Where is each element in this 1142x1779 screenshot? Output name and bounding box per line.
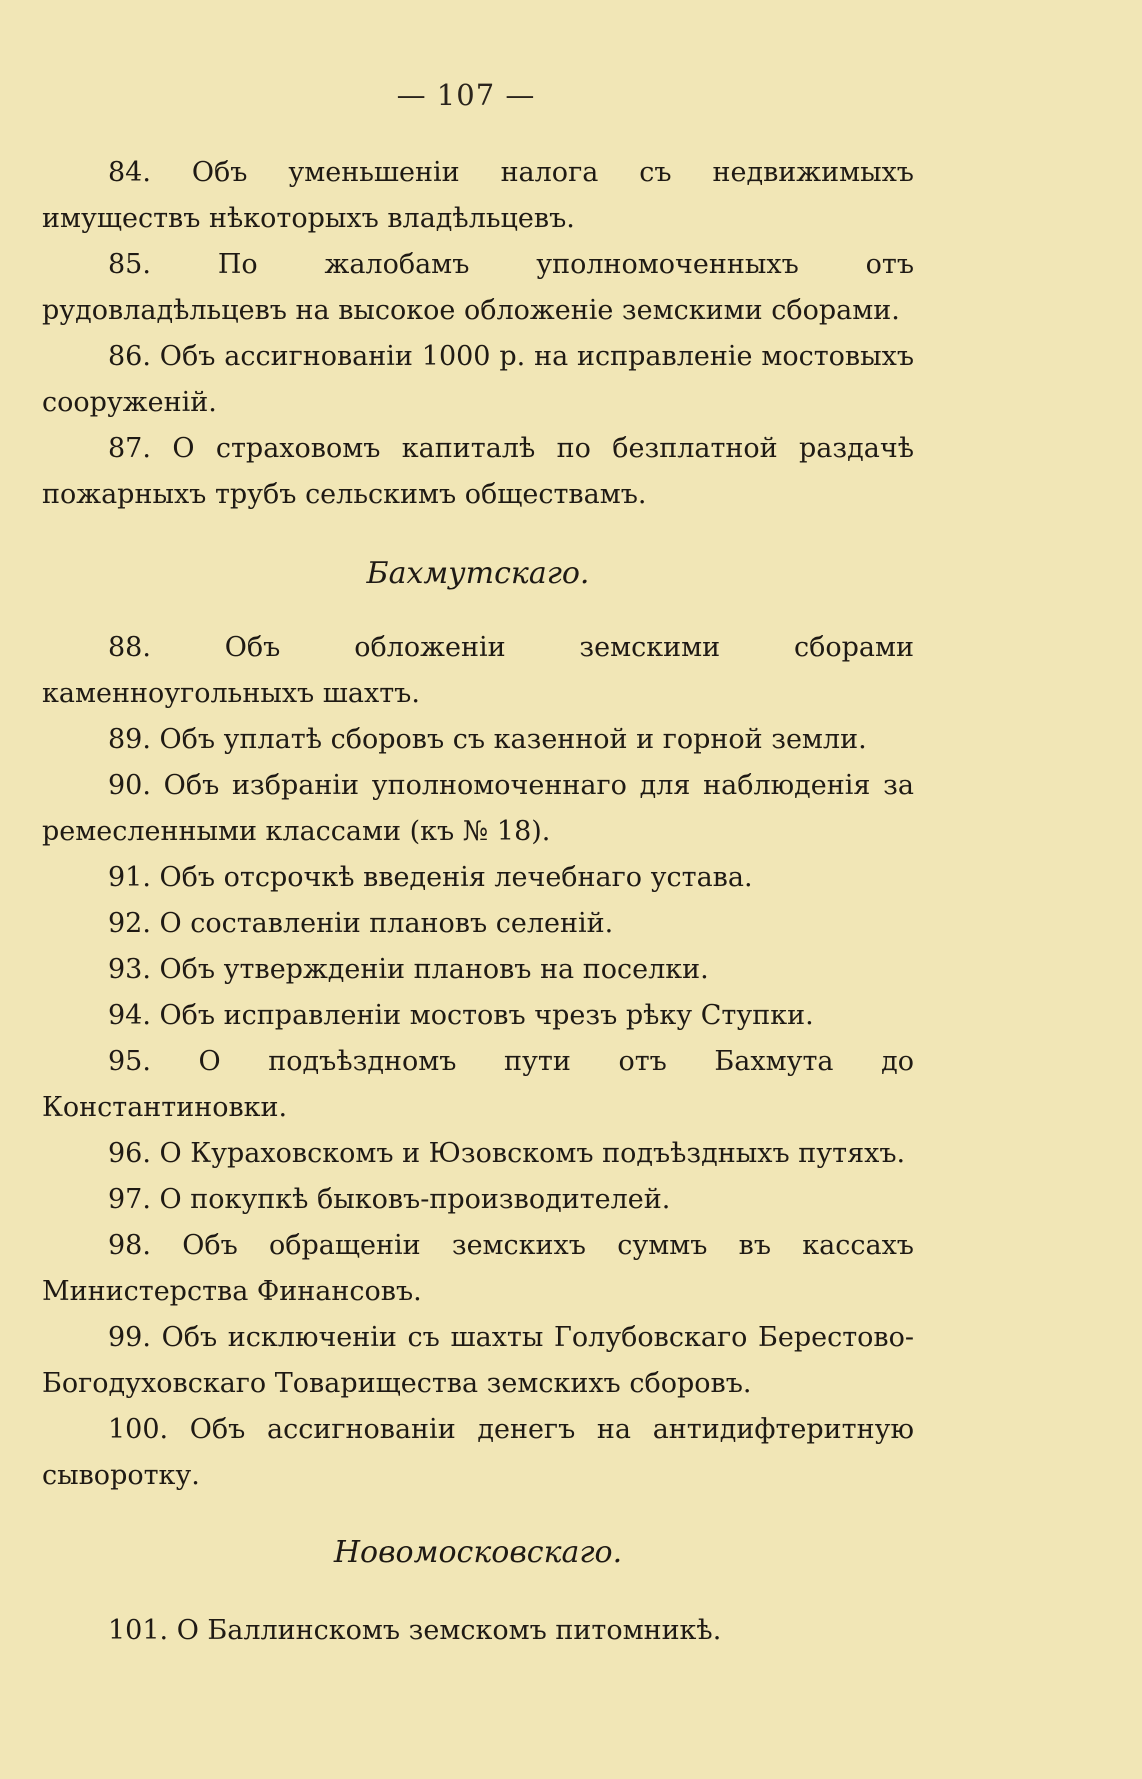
section-novomoskovsk [42,1535,914,1654]
list-item: 100. Объ ассигнованіи денегъ на антидифтеритную сыворотку. [42,1414,914,1491]
list-item: 101. О Баллинскомъ земскомъ питомникѣ. [108,1615,722,1646]
list-item: 98. Объ обращеніи земскихъ суммъ въ кассахъ Министерства Финансовъ. [42,1230,914,1307]
list-item: 97. О покупкѣ быковъ-производителей. [108,1184,671,1215]
list-item: 85. По жалобамъ уполномоченныхъ отъ рудовладѣльцевъ на высокое обложеніе земскими сборами. [42,249,914,326]
list-item: 91. Объ отсрочкѣ введенія лечебнаго устава. [108,862,753,893]
list-item: 95. О подъѣздномъ пути отъ Бахмута до Константиновки. [42,1046,914,1123]
list-item: 96. О Кураховскомъ и Юзовскомъ подъѣздныхъ путяхъ. [108,1138,906,1169]
page-content [42,150,914,1654]
list-item: 99. Объ исключеніи съ шахты Голубовскаго Берестово-Богодуховскаго Товарищества земскихъ сборовъ. [42,1322,914,1399]
section-bakhmut [42,556,914,1499]
section-opening [42,150,914,518]
list-item: 89. Объ уплатѣ сборовъ съ казенной и горной земли. [108,724,867,755]
list-item: 90. Объ избраніи уполномоченнаго для наблюденія за ремесленными классами (къ № 18). [42,770,914,847]
list-item: 87. О страховомъ капиталѣ по безплатной раздачѣ пожарныхъ трубъ сельскимъ обществамъ. [42,433,914,510]
list-item: 94. Объ исправленіи мостовъ чрезъ рѣку Ступки. [108,1000,814,1031]
list-item: 93. Объ утвержденіи плановъ на поселки. [108,954,709,985]
list-item: 84. Объ уменьшеніи налога съ недвижимыхъ имуществъ нѣкоторыхъ владѣльцевъ. [42,157,914,234]
section-heading: Бахмутскаго. [366,556,590,591]
list-item: 86. Объ ассигнованіи 1000 р. на исправленіе мостовыхъ сооруженій. [42,341,914,418]
list-item: 92. О составленіи плановъ селеній. [108,908,614,939]
page-number: — 107 — [396,78,536,112]
section-heading: Новомосковскаго. [333,1535,623,1570]
list-item: 88. Объ обложеніи земскими сборами каменноугольныхъ шахтъ. [42,632,914,709]
